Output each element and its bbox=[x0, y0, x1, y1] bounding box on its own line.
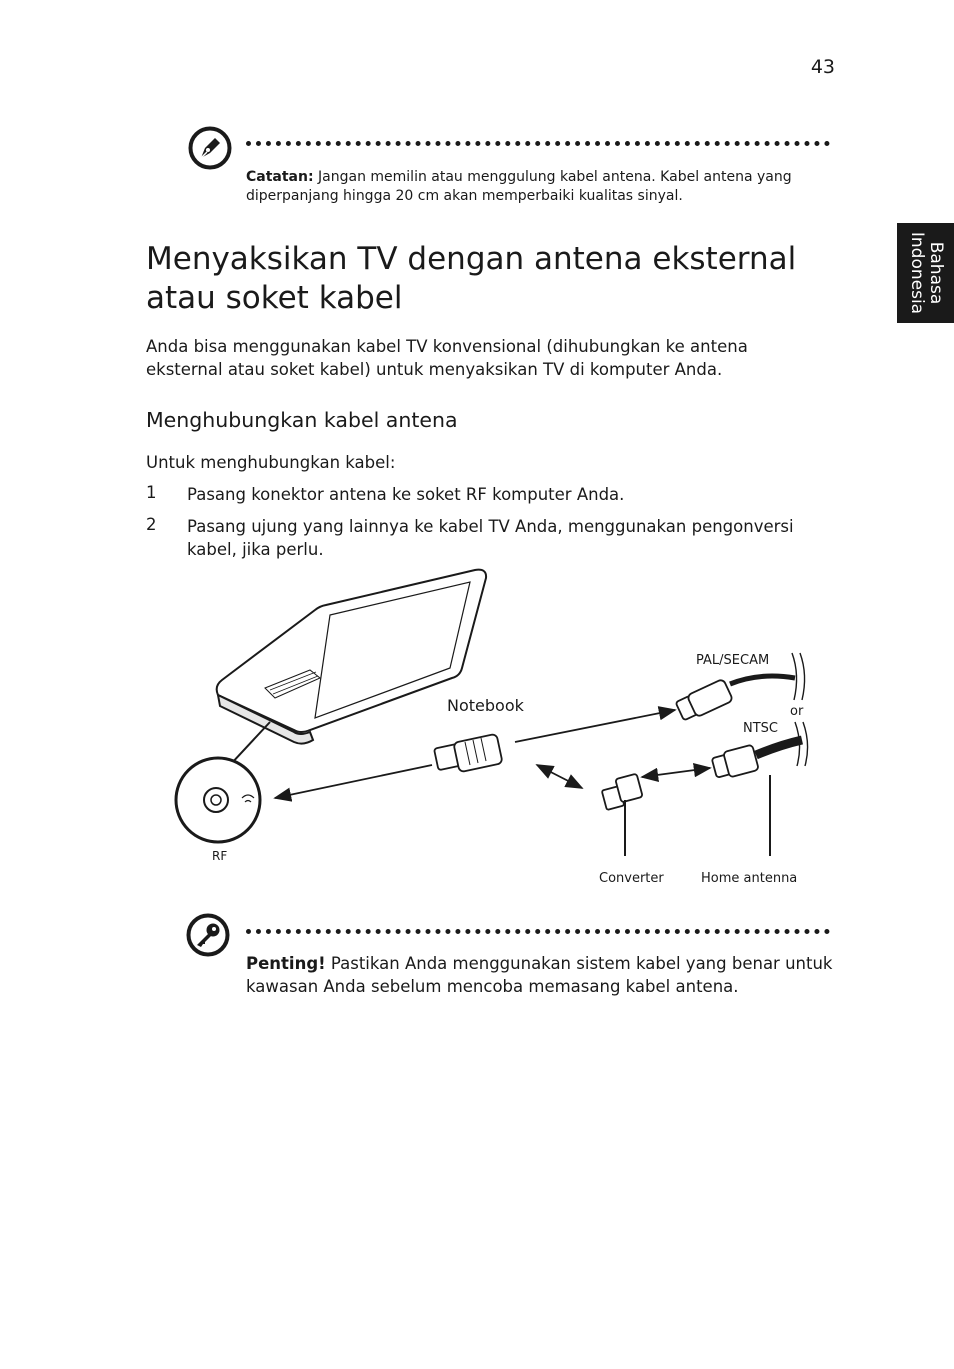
note-body: Jangan memilin atau menggulung kabel antena. Kabel antena yang diperpanjang hingga 20 cm akan memperbaiki kualitas sinyal. bbox=[246, 169, 792, 204]
antenna-plug-illustration bbox=[434, 734, 503, 772]
section-heading bbox=[146, 240, 846, 318]
arrow-converter-ntsc bbox=[642, 768, 710, 777]
step-2-number: 2 bbox=[146, 515, 157, 534]
notebook-illustration bbox=[217, 570, 486, 744]
converter-label: Converter bbox=[599, 871, 664, 886]
note-pen-icon bbox=[188, 126, 232, 170]
important-divider bbox=[246, 929, 830, 934]
section-heading-line1: Menyaksikan TV dengan antena eksternal bbox=[146, 241, 797, 277]
note-text bbox=[246, 168, 806, 206]
arrow-to-rf bbox=[275, 765, 432, 798]
step-1-number: 1 bbox=[146, 483, 157, 502]
or-label: or bbox=[790, 704, 804, 719]
step-1-text: Pasang konektor antena ke soket RF komputer Anda. bbox=[187, 485, 625, 504]
important-label: Penting! bbox=[246, 954, 326, 973]
important-key-icon bbox=[186, 913, 230, 957]
arrow-plug-converter bbox=[537, 765, 582, 788]
language-tab-line1: Bahasa bbox=[925, 241, 946, 305]
antenna-connection-diagram bbox=[170, 560, 840, 900]
pal-secam-label: PAL/SECAM bbox=[696, 653, 770, 668]
arrow-to-pal bbox=[515, 710, 675, 742]
important-body: Pastikan Anda menggunakan sistem kabel yang benar untuk kawasan Anda sebelum mencoba memasang kabel antena. bbox=[246, 954, 833, 996]
note-divider bbox=[246, 141, 830, 146]
ntsc-connector-illustration bbox=[712, 722, 808, 856]
home-antenna-label: Home antenna bbox=[701, 871, 798, 886]
note-label: Catatan: bbox=[246, 169, 314, 185]
important-text bbox=[246, 952, 836, 998]
section-heading-line2: atau soket kabel bbox=[146, 280, 403, 316]
ntsc-label: NTSC bbox=[743, 721, 778, 736]
notebook-label: Notebook bbox=[447, 696, 524, 715]
rf-label: RF bbox=[212, 849, 228, 863]
language-tab bbox=[897, 223, 954, 323]
subheading: Menghubungkan kabel antena bbox=[146, 408, 458, 432]
rf-port-illustration bbox=[176, 722, 270, 842]
steps-intro: Untuk menghubungkan kabel: bbox=[146, 453, 396, 472]
converter-illustration bbox=[602, 774, 643, 856]
step-2-text: Pasang ujung yang lainnya ke kabel TV Anda, menggunakan pengonversi kabel, jika perlu. bbox=[187, 517, 794, 559]
language-tab-line2: Indonesia bbox=[906, 231, 927, 315]
page-number: 43 bbox=[810, 56, 835, 78]
intro-paragraph: Anda bisa menggunakan kabel TV konvensional (dihubungkan ke antena eksternal atau soket kabel) untuk menyaksikan TV di komputer Anda. bbox=[146, 337, 748, 379]
